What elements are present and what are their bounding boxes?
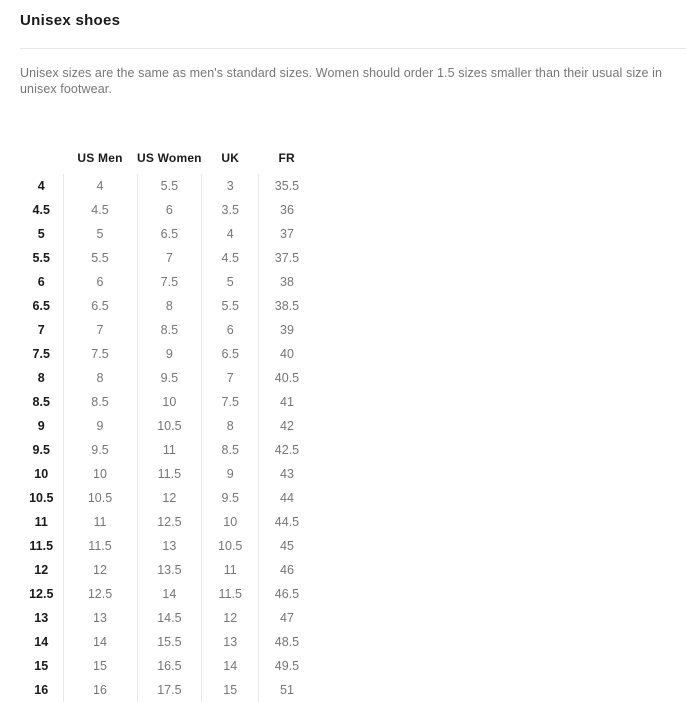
size-cell: 13 <box>202 630 259 654</box>
size-cell: 41 <box>259 390 315 414</box>
size-cell: 5.5 <box>137 174 202 198</box>
size-cell: 10.5 <box>202 534 259 558</box>
size-table-row <box>20 606 315 630</box>
row-label: 7 <box>37 323 45 337</box>
size-cell: 9.5 <box>137 366 202 390</box>
size-table-row <box>20 582 315 606</box>
size-cell: 7 <box>63 318 137 342</box>
size-table-row <box>20 630 315 654</box>
size-cell: 11.5 <box>202 582 259 606</box>
size-table-row <box>20 390 315 414</box>
size-cell: 13 <box>63 606 137 630</box>
size-table-row <box>20 510 315 534</box>
row-label: 16 <box>34 683 49 697</box>
size-cell: 5.5 <box>202 294 259 318</box>
size-cell: 7.5 <box>63 342 137 366</box>
size-table-row <box>20 462 315 486</box>
size-cell: 6 <box>137 198 202 222</box>
size-cell: 10 <box>137 390 202 414</box>
corner-header <box>20 141 63 174</box>
row-label: 15 <box>34 659 49 673</box>
size-cell: 6.5 <box>202 342 259 366</box>
size-cell: 6 <box>63 270 137 294</box>
size-cell: 9 <box>202 462 259 486</box>
size-cell: 47 <box>259 606 315 630</box>
size-cell: 11 <box>137 438 202 462</box>
size-cell: 5 <box>63 222 137 246</box>
page-title: Unisex shoes <box>20 12 121 29</box>
size-cell: 3 <box>202 174 259 198</box>
row-label: 4.5 <box>32 203 50 217</box>
size-cell: 49.5 <box>259 654 315 678</box>
size-cell: 5.5 <box>63 246 137 270</box>
size-guide-description: Unisex sizes are the same as men's standard sizes. Women should order 1.5 sizes smaller than their usual size in unisex footwear. <box>20 66 663 96</box>
size-cell: 8.5 <box>202 438 259 462</box>
row-label: 10 <box>34 467 49 481</box>
size-cell: 10.5 <box>63 486 137 510</box>
size-cell: 7 <box>202 366 259 390</box>
size-cell: 14 <box>63 630 137 654</box>
size-table-row <box>20 198 315 222</box>
size-cell: 10 <box>202 510 259 534</box>
row-label: 11 <box>34 515 48 529</box>
size-cell: 15.5 <box>137 630 202 654</box>
column-header-uk: UK <box>221 150 240 165</box>
size-table-row <box>20 678 315 702</box>
size-cell: 42 <box>259 414 315 438</box>
size-cell: 4 <box>202 222 259 246</box>
size-table <box>20 141 315 702</box>
size-cell: 13 <box>137 534 202 558</box>
column-header-us-men: US Men <box>77 150 123 165</box>
size-cell: 11 <box>63 510 137 534</box>
size-cell: 17.5 <box>137 678 202 702</box>
row-label: 7.5 <box>32 347 50 361</box>
size-cell: 7.5 <box>202 390 259 414</box>
size-cell: 38 <box>259 270 315 294</box>
size-cell: 40 <box>259 342 315 366</box>
size-cell: 35.5 <box>259 174 315 198</box>
divider <box>20 48 686 49</box>
size-cell: 51 <box>259 678 315 702</box>
row-label: 13 <box>34 611 49 625</box>
size-table-row <box>20 174 315 198</box>
size-cell: 10.5 <box>137 414 202 438</box>
size-cell: 40.5 <box>259 366 315 390</box>
size-cell: 11 <box>202 558 259 582</box>
size-cell: 44.5 <box>259 510 315 534</box>
size-table-row <box>20 486 315 510</box>
row-label: 9 <box>37 419 45 433</box>
size-cell: 14.5 <box>137 606 202 630</box>
size-cell: 44 <box>259 486 315 510</box>
size-cell: 39 <box>259 318 315 342</box>
size-table-row <box>20 222 315 246</box>
size-cell: 12 <box>202 606 259 630</box>
row-label: 10.5 <box>29 491 54 505</box>
size-cell: 11.5 <box>63 534 137 558</box>
size-cell: 6.5 <box>63 294 137 318</box>
row-label: 6 <box>37 275 45 289</box>
size-cell: 4.5 <box>202 246 259 270</box>
size-cell: 46 <box>259 558 315 582</box>
size-cell: 14 <box>137 582 202 606</box>
size-table-row <box>20 414 315 438</box>
size-cell: 43 <box>259 462 315 486</box>
size-table-row <box>20 318 315 342</box>
size-cell: 12.5 <box>137 510 202 534</box>
size-cell: 37 <box>259 222 315 246</box>
size-cell: 46.5 <box>259 582 315 606</box>
size-table-row <box>20 294 315 318</box>
row-label: 12.5 <box>29 587 54 601</box>
size-cell: 9.5 <box>63 438 137 462</box>
size-cell: 48.5 <box>259 630 315 654</box>
size-table-row <box>20 534 315 558</box>
row-label: 5.5 <box>32 251 50 265</box>
size-cell: 6.5 <box>137 222 202 246</box>
size-cell: 10 <box>63 462 137 486</box>
size-cell: 7 <box>137 246 202 270</box>
size-cell: 16 <box>63 678 137 702</box>
size-cell: 4 <box>63 174 137 198</box>
size-table-row <box>20 342 315 366</box>
size-table-row <box>20 654 315 678</box>
size-cell: 9 <box>137 342 202 366</box>
size-table-row <box>20 270 315 294</box>
size-cell: 8.5 <box>63 390 137 414</box>
size-cell: 38.5 <box>259 294 315 318</box>
size-cell: 37.5 <box>259 246 315 270</box>
size-cell: 3.5 <box>202 198 259 222</box>
size-cell: 8.5 <box>137 318 202 342</box>
size-cell: 9.5 <box>202 486 259 510</box>
size-table-header-row <box>20 141 315 174</box>
row-label: 8 <box>37 371 45 385</box>
row-label: 11.5 <box>29 539 54 553</box>
row-label: 8.5 <box>32 395 50 409</box>
size-cell: 4.5 <box>63 198 137 222</box>
size-cell: 8 <box>63 366 137 390</box>
size-cell: 8 <box>202 414 259 438</box>
size-table-row <box>20 246 315 270</box>
column-header-us-women: US Women <box>137 150 202 165</box>
size-cell: 11.5 <box>137 462 202 486</box>
size-cell: 5 <box>202 270 259 294</box>
row-label: 4 <box>37 179 45 193</box>
row-label: 5 <box>37 227 45 241</box>
size-cell: 8 <box>137 294 202 318</box>
row-label: 12 <box>34 563 49 577</box>
size-cell: 15 <box>202 678 259 702</box>
size-cell: 12 <box>63 558 137 582</box>
size-cell: 6 <box>202 318 259 342</box>
size-table-body <box>20 174 315 702</box>
size-cell: 14 <box>202 654 259 678</box>
size-table-row <box>20 438 315 462</box>
size-table-row <box>20 558 315 582</box>
size-cell: 45 <box>259 534 315 558</box>
size-table-row <box>20 366 315 390</box>
size-cell: 15 <box>63 654 137 678</box>
size-cell: 12 <box>137 486 202 510</box>
size-cell: 16.5 <box>137 654 202 678</box>
row-label: 9.5 <box>32 443 50 457</box>
row-label: 6.5 <box>32 299 50 313</box>
column-header-fr: FR <box>278 150 295 165</box>
size-cell: 13.5 <box>137 558 202 582</box>
size-cell: 36 <box>259 198 315 222</box>
size-cell: 12.5 <box>63 582 137 606</box>
size-cell: 9 <box>63 414 137 438</box>
row-label: 14 <box>34 635 49 649</box>
size-cell: 42.5 <box>259 438 315 462</box>
size-cell: 7.5 <box>137 270 202 294</box>
